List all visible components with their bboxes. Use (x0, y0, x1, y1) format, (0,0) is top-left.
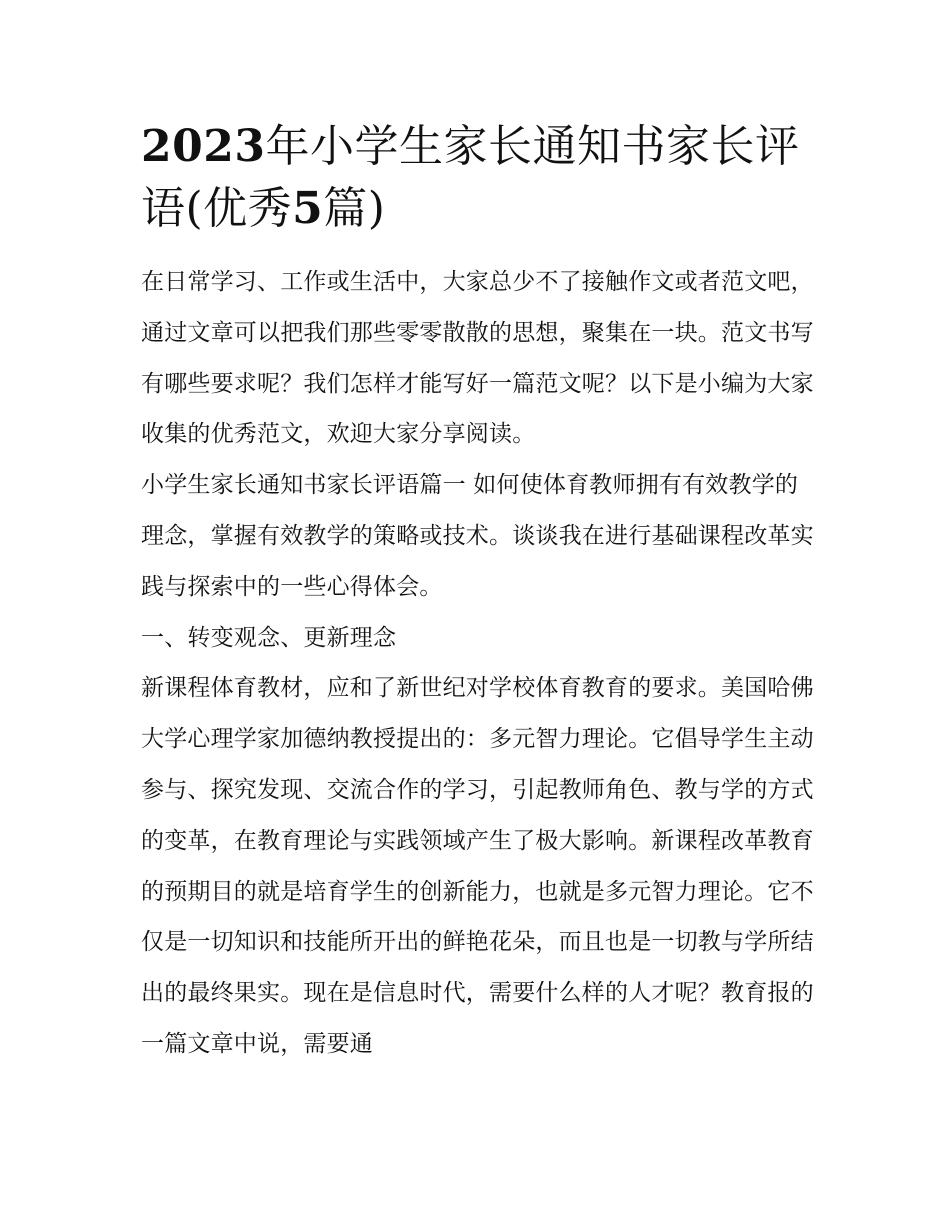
title-text-a: 年小学生家长通知书家长评语(优秀 (141, 121, 800, 234)
document-body (141, 257, 821, 1070)
title-number: 5 (292, 183, 324, 234)
paragraph-intro: 在日常学习、工作或生活中，大家总少不了接触作文或者范文吧，通过文章可以把我们那些零零散散的思想，聚集在一块。范文书写有哪些要求呢？我们怎样才能写好一篇范文呢？以下是小编为大家收集的优秀范文，欢迎大家分享阅读。 (141, 269, 814, 448)
title-year: 2023 (141, 121, 266, 172)
title-text-b: 篇) (323, 183, 386, 234)
paragraph-body: 新课程体育教材，应和了新世纪对学校体育教育的要求。美国哈佛大学心理学家加德纳教授提出的：多元智力理论。它倡导学生主动参与、探究发现、交流合作的学习，引起教师角色、教与学的方式的变革，在教育理论与实践领域产生了极大影响。新课程改革教育的预期目的就是培育学生的创新能力，也就是多元智力理论。它不仅是一切知识和技能所开出的鲜艳花朵，而且也是一切教与学所结出的最终果实。现在是信息时代，需要什么样的人才呢？教育报的一篇文章中说，需要通 (141, 675, 814, 1057)
paragraph-section-one: 小学生家长通知书家长评语篇一 如何使体育教师拥有有效教学的理念，掌握有效教学的策略或技术。谈谈我在进行基础课程改革实践与探索中的一些心得体会。 (141, 472, 814, 600)
document-title (141, 116, 821, 240)
paragraph-heading-one: 一、转变观念、更新理念 (141, 624, 397, 651)
document-content (141, 116, 821, 1070)
